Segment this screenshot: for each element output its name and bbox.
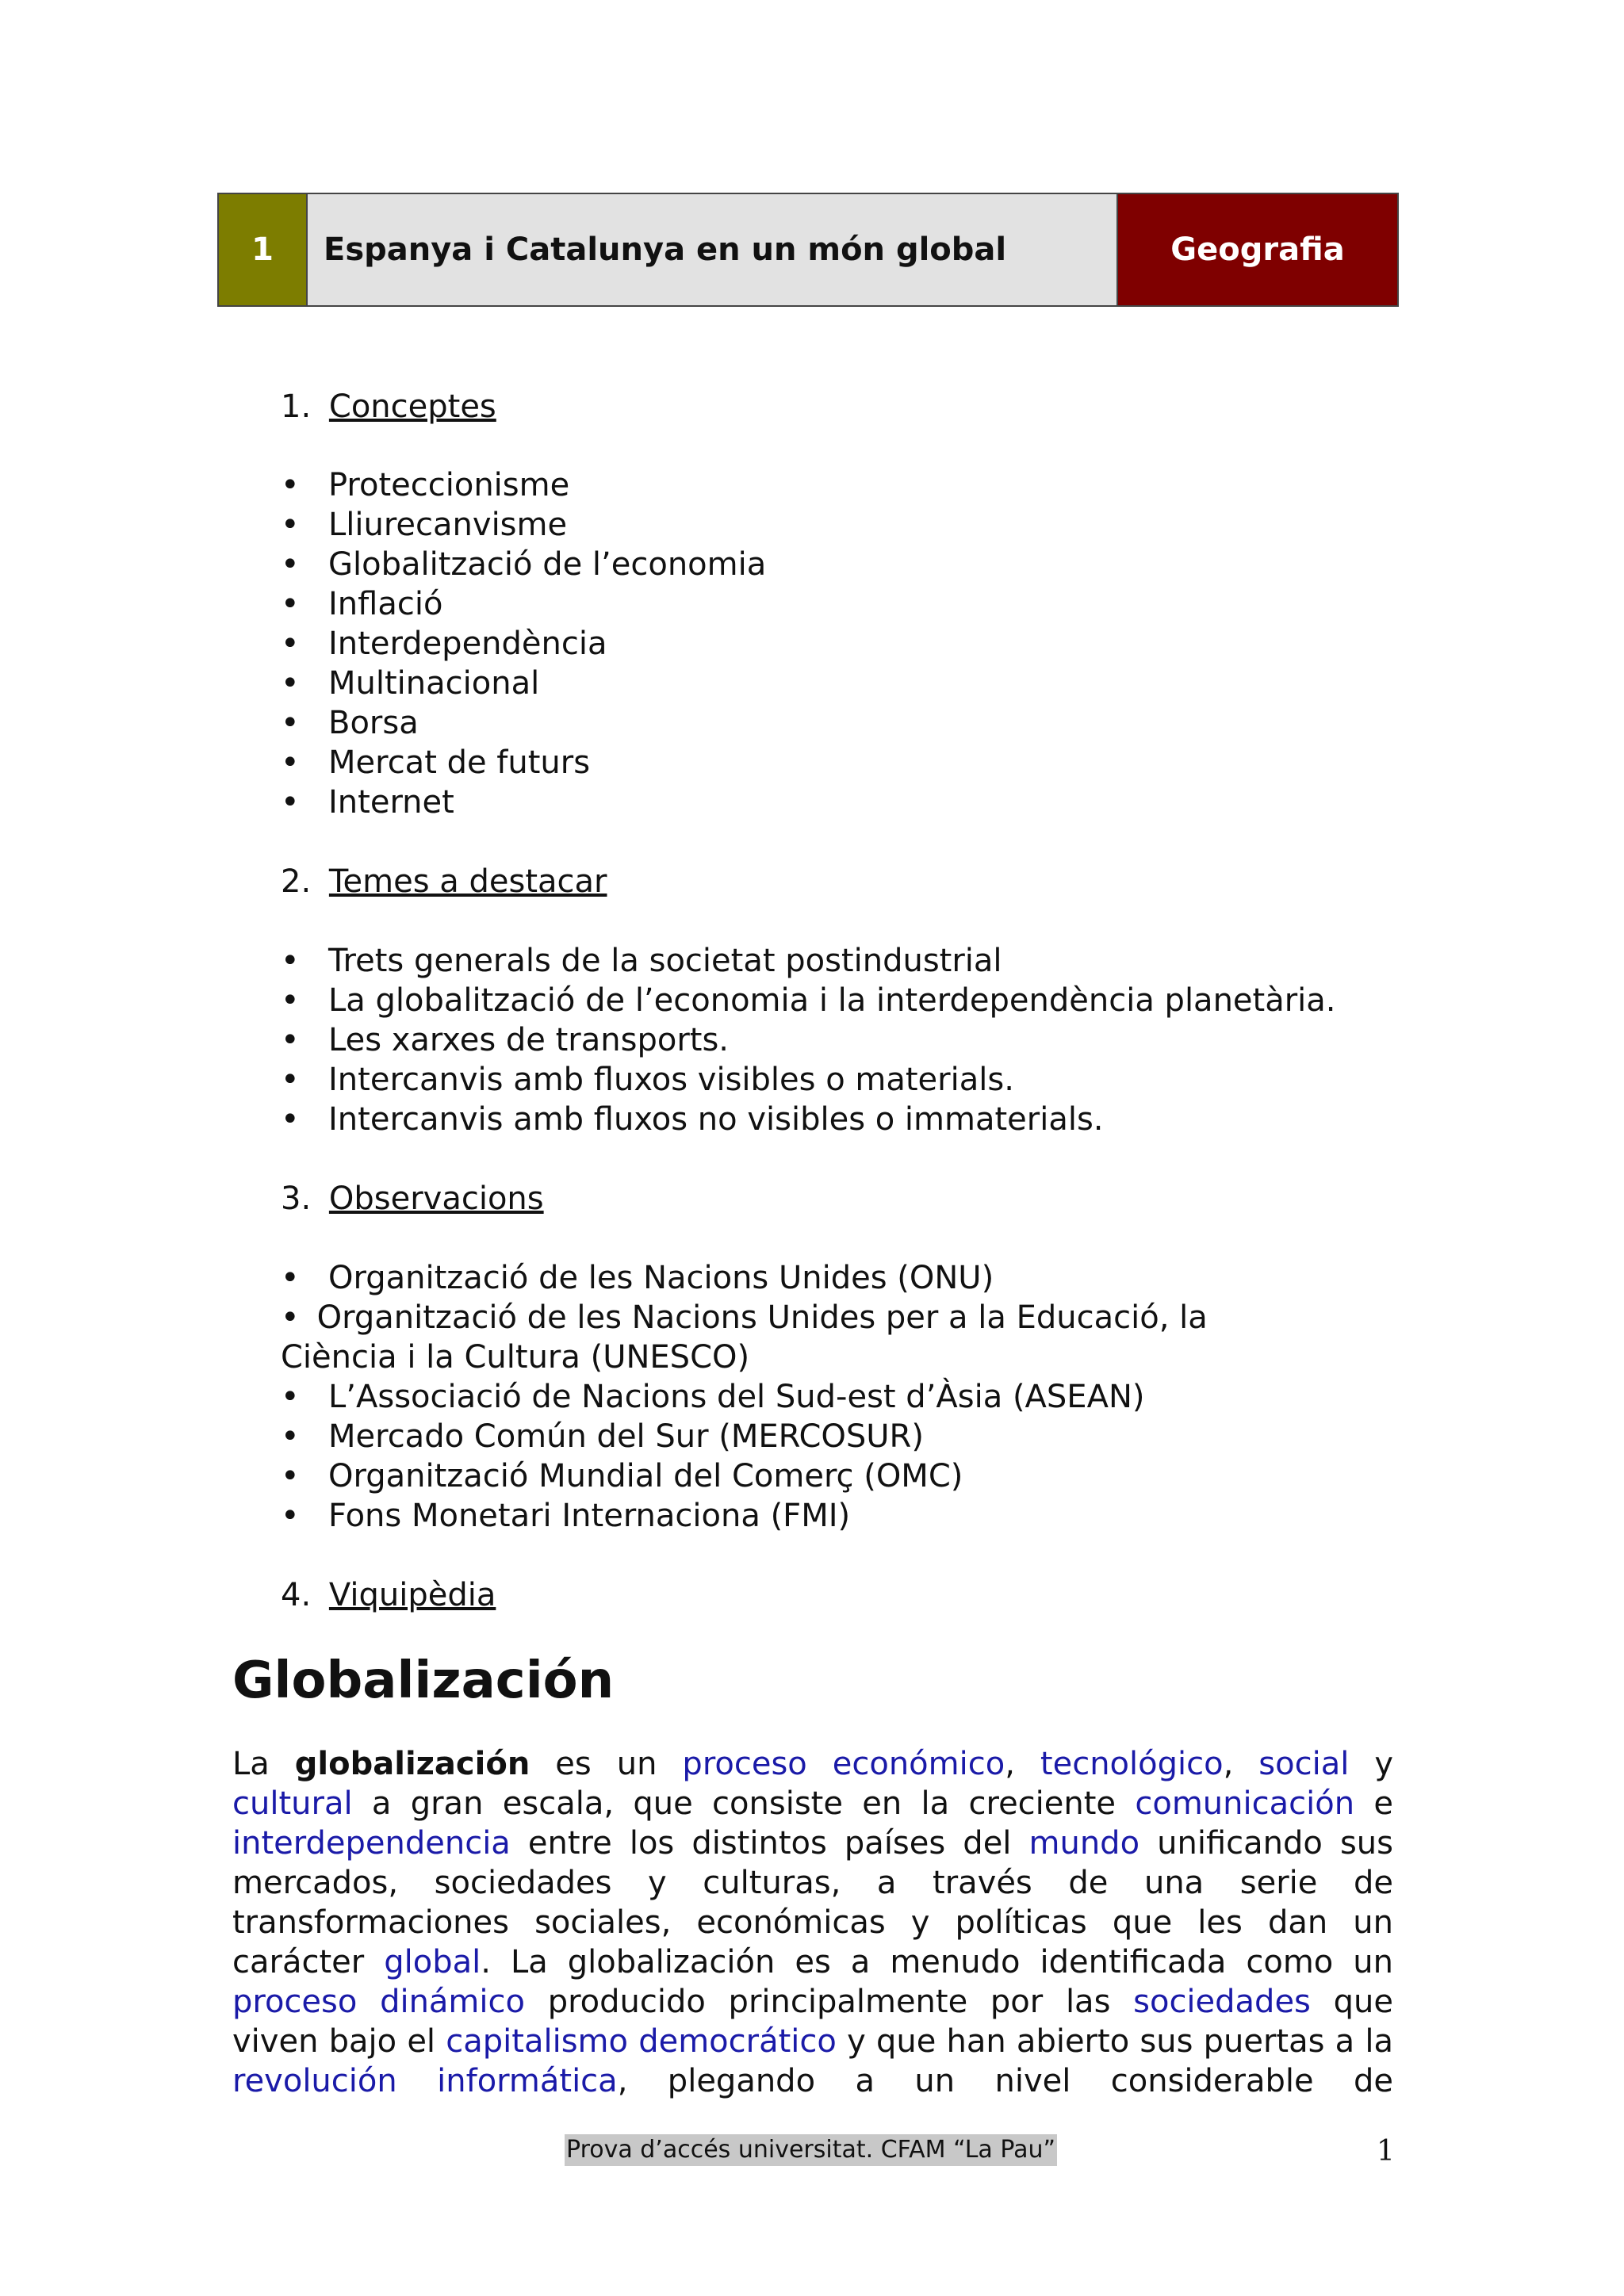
article-link[interactable]: social (1258, 1746, 1350, 1782)
list-item: • Internet (281, 783, 1407, 822)
section-number: 2. (281, 863, 312, 900)
footer-text: Prova d’accés universitat. CFAM “La Pau” (565, 2134, 1057, 2166)
section-title: Conceptes (328, 388, 496, 425)
list-item: • Borsa (281, 703, 1407, 743)
chapter-title: Espanya i Catalunya en un món global (308, 194, 1118, 305)
section-title: Temes a destacar (328, 863, 607, 900)
article-link[interactable]: global (384, 1944, 481, 1980)
article-link[interactable]: económico (832, 1746, 1005, 1782)
chapter-header (217, 193, 1399, 307)
list-item: • Interdependència (281, 624, 1407, 664)
article-link[interactable]: revolución (232, 2063, 397, 2099)
concepts-list (281, 465, 1407, 822)
article-link[interactable]: dinámico (380, 1984, 525, 2020)
page-number: 1 (1377, 2135, 1395, 2168)
section-number: 1. (281, 388, 312, 425)
list-item: • Organització de les Nacions Unides per a la Educació, la Ciència i la Cultura (UNESCO) (281, 1298, 1320, 1377)
article-link[interactable]: sociedades (1133, 1984, 1311, 2020)
list-item: • Mercat de futurs (281, 743, 1407, 783)
article-link[interactable]: democrático (638, 2023, 837, 2060)
list-item: • Proteccionisme (281, 465, 1407, 505)
list-item: • Intercanvis amb fluxos no visibles o immaterials. (281, 1100, 1407, 1139)
article-title: Globalización (232, 1651, 615, 1710)
list-item: • Trets generals de la societat postindustrial (281, 941, 1407, 981)
article-link[interactable]: interdependencia (232, 1825, 511, 1862)
list-item: • Inflació (281, 584, 1407, 624)
article-link[interactable]: informática (437, 2063, 618, 2099)
list-item: • Organització Mundial del Comerç (OMC) (281, 1456, 1320, 1496)
section-heading-observacions (281, 1179, 544, 1219)
chapter-number: 1 (219, 194, 308, 305)
section-heading-conceptes (281, 387, 496, 427)
list-item: • Mercado Común del Sur (MERCOSUR) (281, 1417, 1320, 1456)
list-item: • L’Associació de Nacions del Sud-est d’Àsia (ASEAN) (281, 1377, 1320, 1417)
list-item: • Fons Monetari Internaciona (FMI) (281, 1496, 1320, 1536)
article-link[interactable]: mundo (1028, 1825, 1140, 1862)
subject-label: Geografia (1118, 194, 1397, 305)
list-item: • Globalització de l’economia (281, 545, 1407, 584)
section-number: 3. (281, 1181, 312, 1217)
article-link[interactable]: tecnológico (1040, 1746, 1224, 1782)
list-item: • Intercanvis amb fluxos visibles o materials. (281, 1060, 1407, 1100)
list-item: • Les xarxes de transports. (281, 1020, 1407, 1060)
list-item: • Organització de les Nacions Unides (ONU) (281, 1258, 1320, 1298)
topics-list (281, 941, 1407, 1139)
article-link[interactable]: proceso (232, 1984, 358, 2020)
list-item: • La globalització de l’economia i la interdependència planetària. (281, 981, 1407, 1020)
observations-list (281, 1258, 1320, 1536)
section-title: Viquipèdia (328, 1577, 496, 1613)
section-heading-temes (281, 862, 607, 901)
article-link[interactable]: proceso (682, 1746, 807, 1782)
section-heading-viquipedia (281, 1575, 496, 1615)
section-number: 4. (281, 1577, 312, 1613)
article-link[interactable]: capitalismo (446, 2023, 628, 2060)
article-link[interactable]: cultural (232, 1785, 353, 1822)
article-paragraph: La globalización es un proceso económico, tecnológico, social y cultural a gran escala, que consiste en la creciente comunicación e interdependencia entre los distintos países del mundo unificando sus mercados, sociedades y culturas, a través de una serie de transformaciones sociales, económicas y políticas que les dan un carácter global. La globalización es a menudo identificada como un proceso dinámico producido principalmente por las sociedades que viven bajo el capitalismo democrático y que han abierto sus puertas a la revolución informática, plegando a un nivel considerable de (232, 1746, 1394, 2099)
article-link[interactable]: comunicación (1135, 1785, 1355, 1822)
section-title: Observacions (328, 1181, 544, 1217)
list-item: • Lliurecanvisme (281, 505, 1407, 545)
list-item: • Multinacional (281, 664, 1407, 703)
